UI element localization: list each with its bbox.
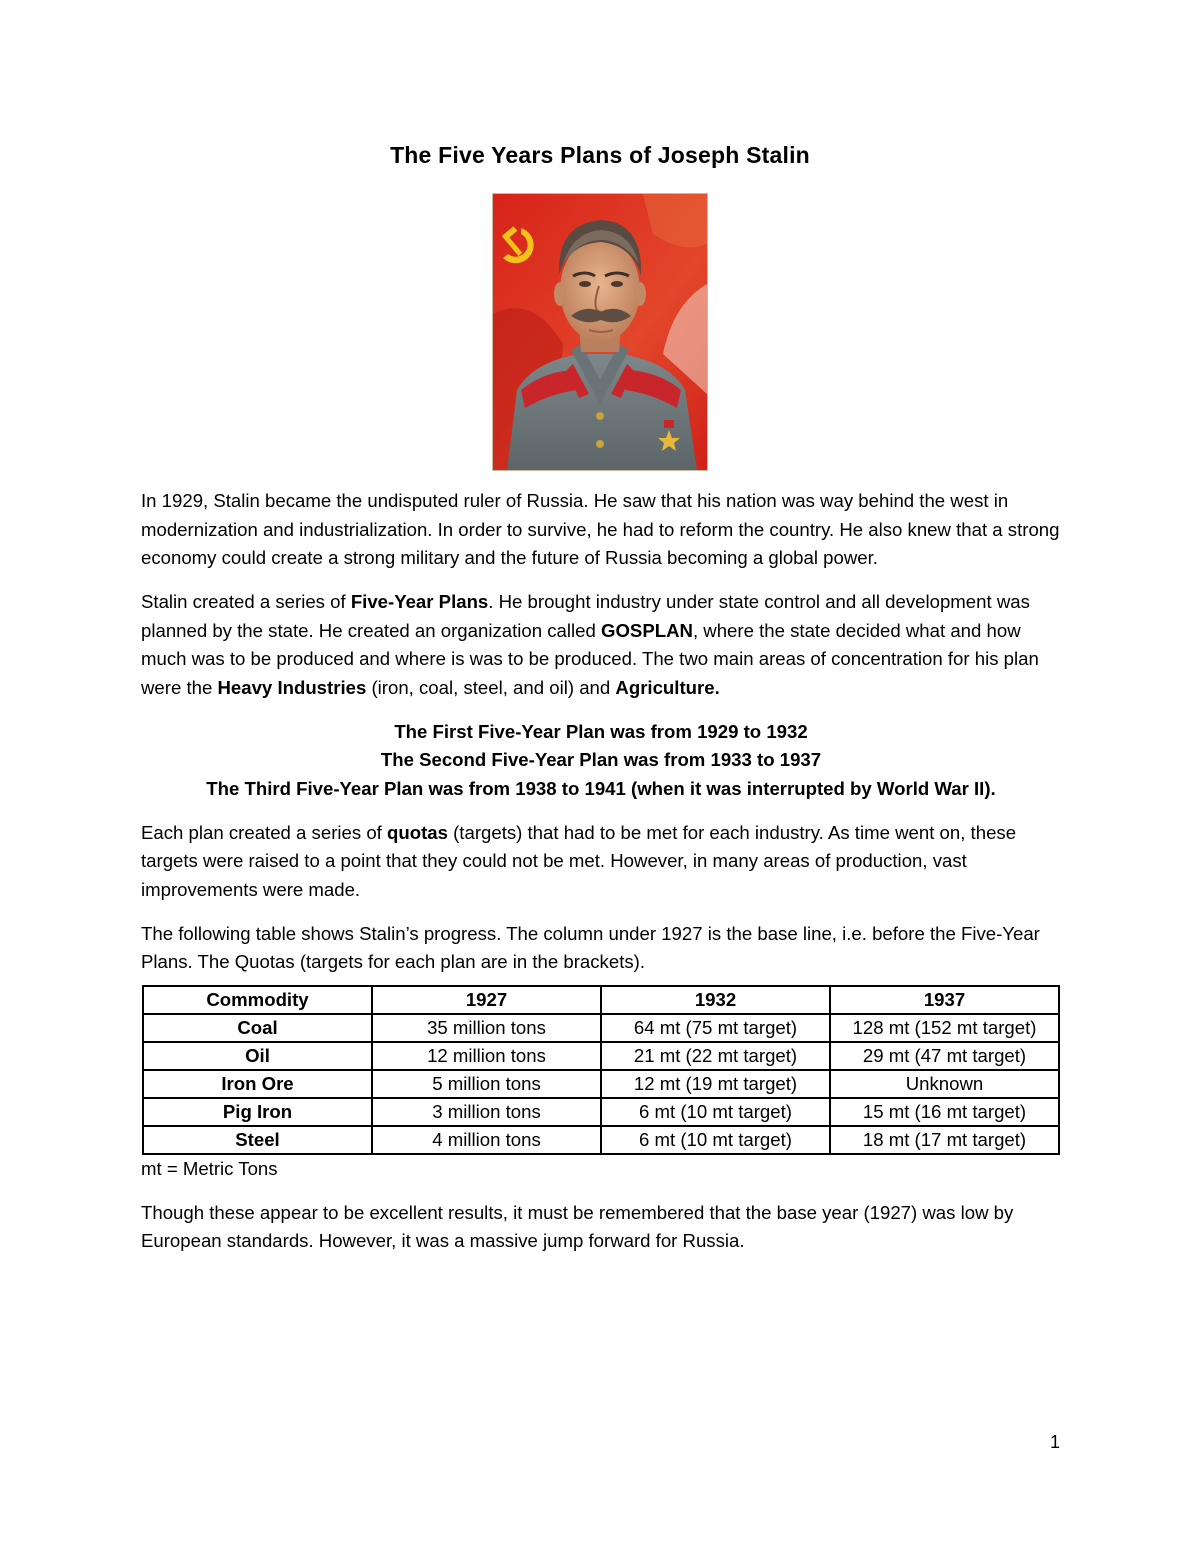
table-cell: Pig Iron xyxy=(143,1098,372,1126)
table-cell: 29 mt (47 mt target) xyxy=(830,1042,1059,1070)
conclusion-paragraph: Though these appear to be excellent results, it must be remembered that the base year (1927) was low by European standards. However, it was a massive jump forward for Russia. xyxy=(141,1201,1014,1251)
third-plan-line: The Third Five-Year Plan was from 1938 to 1941 (when it was interrupted by World War II). xyxy=(206,777,996,799)
table-row xyxy=(143,1070,1059,1098)
table-cell: Coal xyxy=(143,1014,372,1042)
intro-paragraph: In 1929, Stalin became the undisputed ruler of Russia. He saw that his nation was way behind the west in modernization and industrialization. In order to survive, he had to reform the country. He also knew that a strong economy could create a strong military and the future of Russia becoming a global power. xyxy=(141,490,1060,568)
table-cell: Unknown xyxy=(830,1070,1059,1098)
table-row xyxy=(143,1014,1059,1042)
table-cell: 5 million tons xyxy=(372,1070,601,1098)
table-footnote: mt = Metric Tons xyxy=(141,1157,278,1179)
production-table xyxy=(142,985,1060,1155)
table-row xyxy=(143,1126,1059,1154)
table-cell: 6 mt (10 mt target) xyxy=(601,1126,830,1154)
table-cell: Steel xyxy=(143,1126,372,1154)
plan-dates-block xyxy=(141,718,1061,804)
column-header-1927: 1927 xyxy=(372,986,601,1014)
quotas-term: quotas xyxy=(387,821,448,843)
document-body xyxy=(141,487,1061,1271)
five-year-plans-paragraph: Stalin created a series of Five-Year Plans. He brought industry under state control and all development was planned by the state. He created an organization called GOSPLAN, where the state decided what and how much was to be produced and where is was to be produced. The two main areas of concentration for his plan were the Heavy Industries (iron, coal, steel, and oil) and Agriculture. xyxy=(141,591,1039,698)
table-cell: 15 mt (16 mt target) xyxy=(830,1098,1059,1126)
table-cell: 128 mt (152 mt target) xyxy=(830,1014,1059,1042)
first-plan-line: The First Five-Year Plan was from 1929 to 1932 xyxy=(394,720,808,742)
table-cell: 3 million tons xyxy=(372,1098,601,1126)
table-cell: 12 mt (19 mt target) xyxy=(601,1070,830,1098)
table-header-row xyxy=(143,986,1059,1014)
gosplan-term: GOSPLAN xyxy=(601,619,693,641)
page-number: 1 xyxy=(1049,1432,1060,1452)
five-year-plans-term: Five-Year Plans xyxy=(350,591,489,612)
column-header-commodity: Commodity xyxy=(143,986,372,1014)
table-cell: 18 mt (17 mt target) xyxy=(830,1126,1059,1154)
table-cell: 35 million tons xyxy=(372,1014,601,1042)
table-intro-paragraph: The following table shows Stalin’s progress. The column under 1927 is the base line, i.e. before the Five-Year Plans. The Quotas (targets for each plan are in the brackets). xyxy=(141,922,1040,972)
second-plan-line: The Second Five-Year Plan was from 1933 to 1937 xyxy=(380,749,822,770)
table-cell: 4 million tons xyxy=(372,1126,601,1154)
column-header-1932: 1932 xyxy=(601,986,830,1014)
table-cell: Oil xyxy=(143,1042,372,1070)
table-cell: 21 mt (22 mt target) xyxy=(601,1042,830,1070)
table-cell: Iron Ore xyxy=(143,1070,372,1098)
document-title: The Five Years Plans of Joseph Stalin xyxy=(390,142,810,168)
column-header-1937: 1937 xyxy=(830,986,1059,1014)
table-cell: 12 million tons xyxy=(372,1042,601,1070)
table-row xyxy=(143,1098,1059,1126)
stalin-portrait-image xyxy=(492,193,708,471)
table-row xyxy=(143,1042,1059,1070)
agriculture-term: Agriculture xyxy=(615,676,715,698)
table-cell: 64 mt (75 mt target) xyxy=(601,1014,830,1042)
heavy-industries-term: Heavy Industries xyxy=(217,676,367,698)
table-cell: 6 mt (10 mt target) xyxy=(601,1098,830,1126)
quotas-paragraph: Each plan created a series of quotas (targets) that had to be met for each industry. As time went on, these targets were raised to a point that they could not be met. However, in many areas of production, vast improvements were made. xyxy=(141,821,1017,900)
